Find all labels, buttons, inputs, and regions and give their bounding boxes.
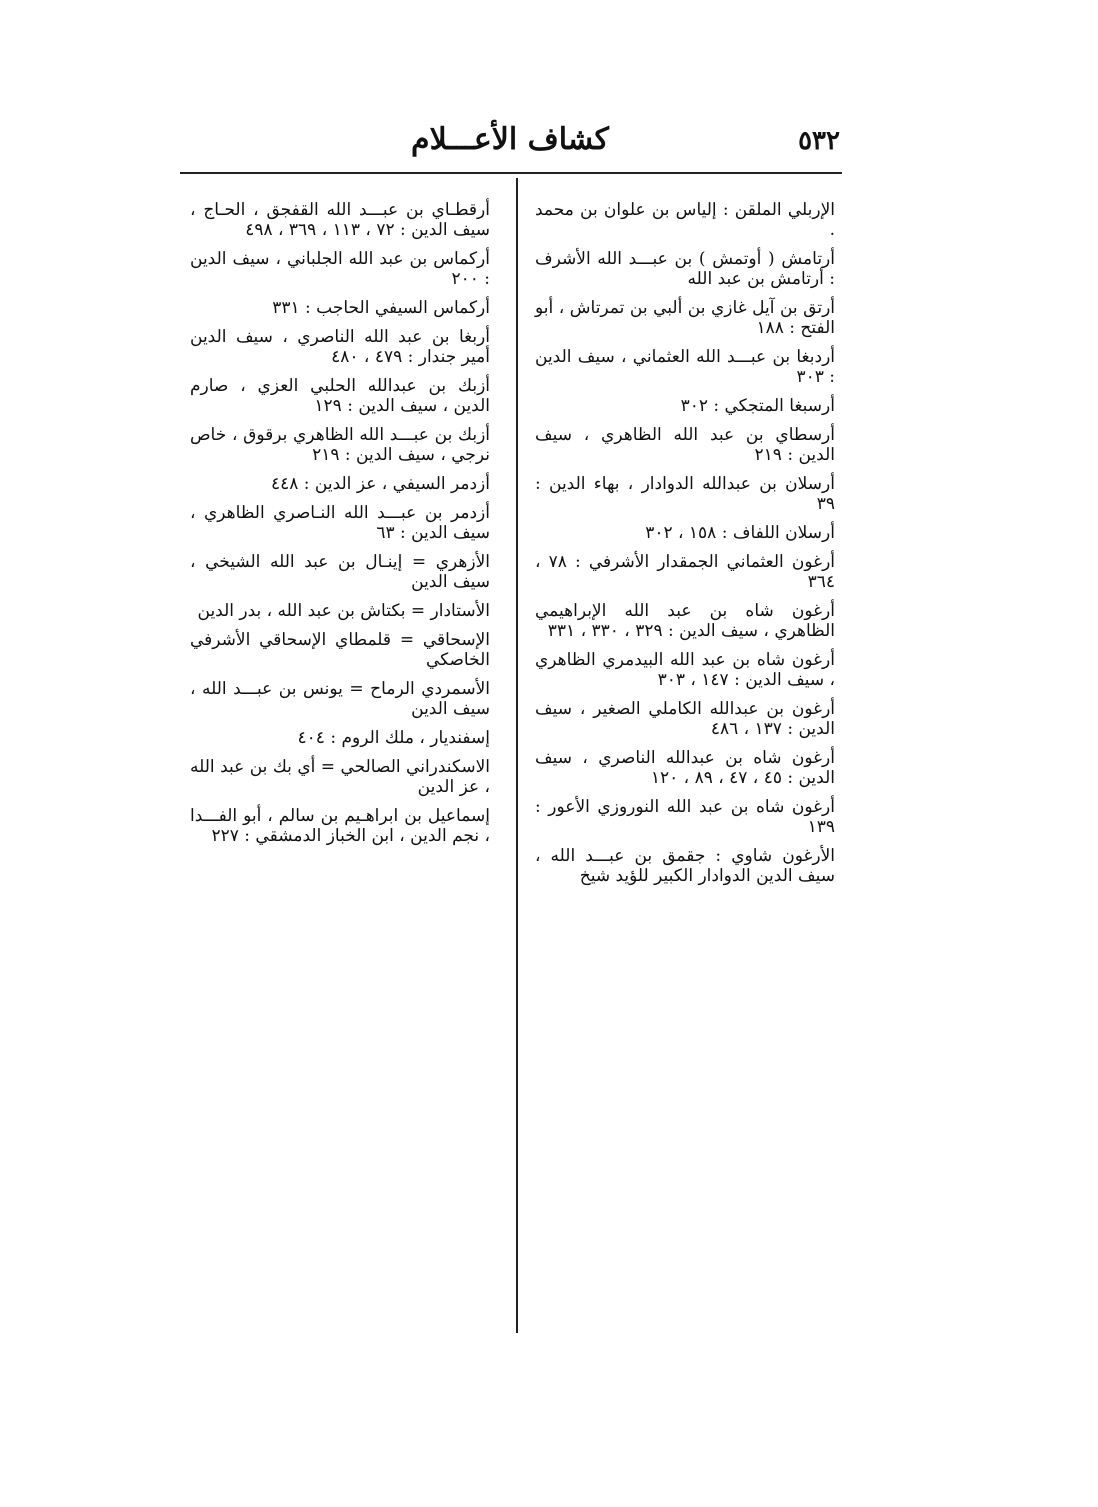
page-number: ٥٣٢: [798, 126, 840, 156]
index-entry: الاسكندراني الصالحي = أي بك بن عبد الله ، عز الدين: [190, 757, 490, 797]
right-column: [535, 200, 835, 895]
column-divider: [516, 178, 518, 1333]
index-entry: الأرغون شاوي : جقمق بن عبـــد الله ، سيف الدين الدوادار الكبير للؤيد شيخ: [535, 846, 835, 886]
index-entry: أرسطاي بن عبد الله الظاهري ، سيف الدين : ٢١٩: [535, 425, 835, 465]
index-entry: إسفنديار ، ملك الروم : ٤٠٤: [297, 728, 490, 748]
index-entry: أربغا بن عبد الله الناصري ، سيف الدين أمير جندار : ٤٧٩ ، ٤٨٠: [190, 327, 490, 367]
index-entry: أزبك بن عبـــد الله الظاهري برقوق ، خاص نرجي ، سيف الدين : ٢١٩: [190, 425, 490, 465]
index-entry: أزدمر السيفي ، عز الدين : ٤٤٨: [270, 474, 490, 494]
index-entry: أرتق بن آيل غازي بن ألبي بن تمرتاش ، أبو الفتح : ١٨٨: [535, 298, 835, 338]
index-entry: أزبك بن عبدالله الحلبي العزي ، صارم الدين ، سيف الدين : ١٢٩: [190, 376, 490, 416]
index-entry: أرتامش ( أوتمش ) بن عبـــد الله الأشرف : أرتامش بن عبد الله: [535, 249, 835, 289]
index-entry: أرغون العثماني الجمقدار الأشرفي : ٧٨ ، ٣٦٤: [535, 552, 836, 592]
index-entry: أزدمر بن عبـــد الله النـاصري الظاهري ، سيف الدين : ٦٣: [190, 503, 490, 543]
index-entry: الأسمردي الرماح = يونس بن عبـــد الله ، سيف الدين: [190, 679, 490, 719]
index-entry: أرغون شاه بن عبدالله الناصري ، سيف الدين : ٤٥ ، ٤٧ ، ٨٩ ، ١٢٠: [535, 748, 835, 788]
index-entry: أرقطـاي بن عبـــد الله القفجق ، الحـاج ، سيف الدين : ٧٢ ، ١١٣ ، ٣٦٩ ، ٤٩٨: [190, 200, 490, 240]
index-entry: الإربلي الملقن : إلياس بن علوان بن محمد .: [535, 200, 835, 240]
index-entry: أرغون شاه بن عبد الله الإبراهيمي الظاهري ، سيف الدين : ٣٢٩ ، ٣٣٠ ، ٣٣١: [535, 601, 835, 641]
index-entry: أرسلان بن عبدالله الدوادار ، بهاء الدين : ٣٩: [535, 474, 835, 514]
index-entry: إسماعيل بن ابراهـيم بن سالم ، أبو الفـــدا ، نجم الدين ، ابن الخباز الدمشقي : ٢٢٧: [190, 806, 490, 846]
left-column: [190, 200, 490, 855]
header-rule: [180, 172, 842, 174]
index-entry: أرغون بن عبدالله الكاملي الصغير ، سيف الدين : ١٣٧ ، ٤٨٦: [535, 699, 835, 739]
index-entry: أرسلان اللفاف : ١٥٨ ، ٣٠٢: [645, 523, 835, 543]
index-entry: أرغون شاه بن عبد الله البيدمري الظاهري ، سيف الدين : ١٤٧ ، ٣٠٣: [535, 650, 835, 690]
index-entry: الإسحاقي = قلمطاي الإسحاقي الأشرفي الخاصكي: [190, 630, 490, 670]
index-entry: أرسبغا المتجكي : ٣٠٢: [680, 396, 835, 416]
index-entry: الأستادار = بكتاش بن عبد الله ، بدر الدين: [197, 601, 490, 621]
index-entry: أركماس السيفي الحاجب : ٣٣١: [272, 298, 490, 318]
index-entry: أرغون شاه بن عبد الله النوروزي الأعور : ١٣٩: [535, 797, 835, 837]
index-entry: الأزهري = إينـال بن عبد الله الشيخي ، سيف الدين: [190, 552, 490, 592]
index-entry: أردبغا بن عبـــد الله العثماني ، سيف الدين : ٣٠٣: [535, 347, 835, 387]
page-title: كشاف الأعـــلام: [411, 122, 609, 157]
index-entry: أركماس بن عبد الله الجلباني ، سيف الدين : ٢٠٠: [190, 249, 490, 289]
page-header: [180, 118, 840, 168]
